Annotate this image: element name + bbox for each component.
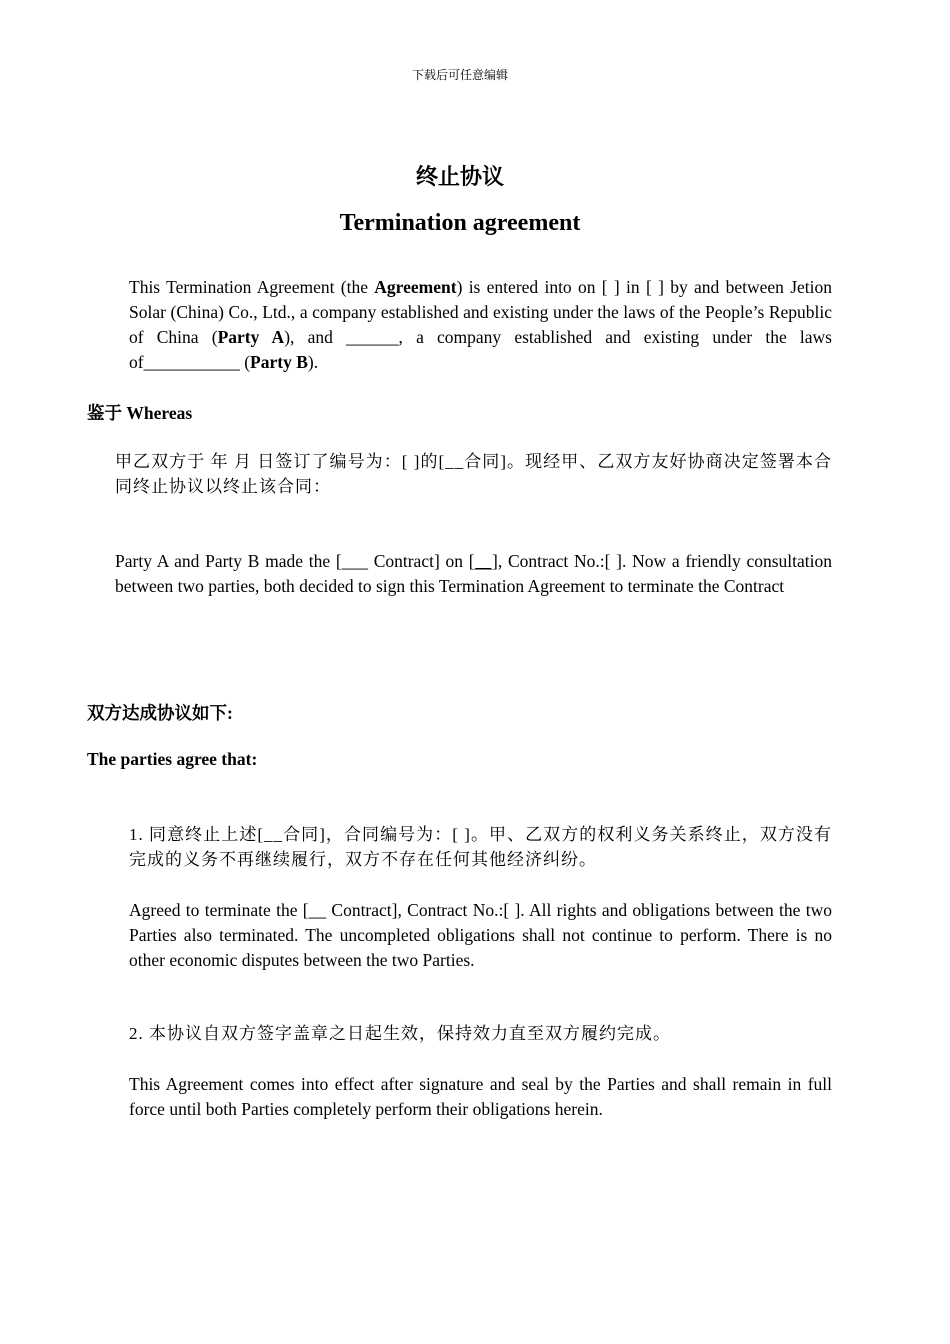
- title-chinese: 终止协议: [415, 164, 504, 189]
- party-b-term: Party B: [250, 352, 308, 372]
- whereas-en-text-2: , Contract No.:[ ]. Now a friendly consultation between two parties, both decided to sign this Termination Agreement to terminate the Contract: [115, 551, 832, 596]
- whereas-heading: 鉴于 Whereas: [87, 403, 193, 423]
- clause-1-english: Agreed to terminate the [__ Contract], Contract No.:[ ]. All rights and obligations between the two Parties also terminated. The uncompleted obligations shall not continue to perform. There is no other economic disputes between the two Parties.: [129, 900, 832, 970]
- whereas-english: [115, 549, 832, 599]
- intro-text-2: ) is entered into on [ ] in [ ] by and between Jetion Solar (China) Co., Ltd., a company established and existing under the laws of the People’s Republic of China (: [129, 277, 833, 347]
- party-a-term: Party A: [217, 327, 285, 347]
- clause-2-chinese: 2. 本协议自双方签字盖章之日起生效，保持效力直至双方履约完成。: [129, 1024, 671, 1043]
- intro-text-4: ).: [307, 352, 319, 372]
- agreement-term: Agreement: [374, 277, 457, 297]
- agreement-heading-english: The parties agree that:: [87, 749, 258, 769]
- whereas-chinese: 甲乙双方于 年 月 日签订了编号为：[ ]的[__合同]。现经甲、乙双方友好协商决定签署本合同终止协议以终止该合同：: [115, 452, 832, 496]
- clause-1-chinese: 1. 同意终止上述[__合同]，合同编号为：[ ]。甲、乙双方的权利义务关系终止，双方没有完成的义务不再继续履行，双方不存在任何其他经济纠纷。: [129, 825, 832, 869]
- clause-2-english: This Agreement comes into effect after signature and seal by the Parties and shall remain in full force until both Parties completely perform their obligations herein.: [129, 1074, 832, 1119]
- header-note: 下载后可任意编辑: [411, 68, 508, 82]
- intro-paragraph: [129, 275, 832, 375]
- whereas-en-text-1: Party A and Party B made the [___ Contract] on: [115, 551, 469, 571]
- agreement-heading-chinese: 双方达成协议如下:: [87, 703, 233, 723]
- intro-text-1: This Termination Agreement (the: [129, 277, 375, 297]
- title-english: Termination agreement: [339, 210, 581, 236]
- date-blank: [__]: [468, 551, 498, 571]
- intro-text-3: ), and ______, a company established and existing under the laws of___________ (: [129, 327, 832, 372]
